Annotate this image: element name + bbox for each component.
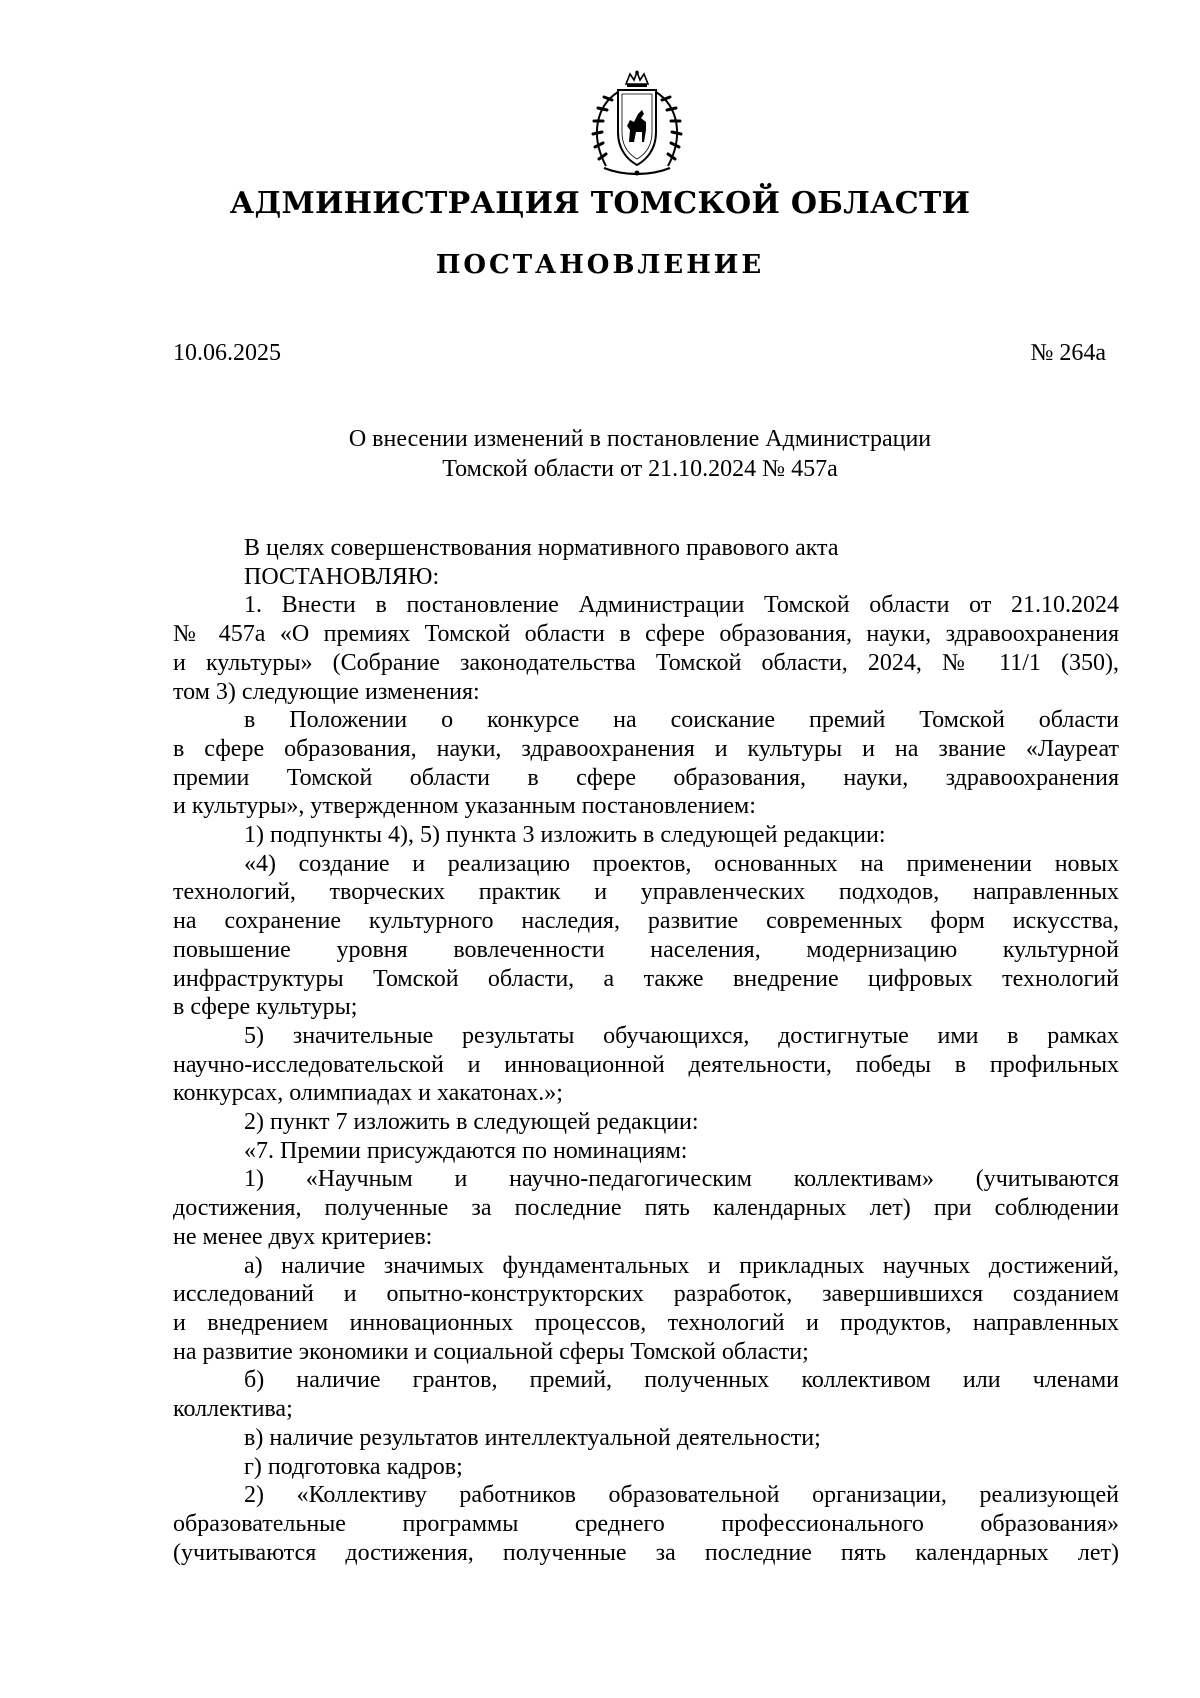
document-subject — [200, 424, 1080, 484]
body-line: в) наличие результатов интеллектуальной деятельности; — [244, 1424, 821, 1451]
body-line: ПОСТАНОВЛЯЮ: — [244, 563, 440, 590]
subject-line: О внесении изменений в постановление Администрации — [348, 426, 932, 452]
document-body — [173, 534, 1119, 1567]
body-line: № 457а «О премиях Томской области в сфере образования, науки, здравоохранения — [173, 621, 1119, 648]
body-line: и культуры» (Собрание законодательства Томской области, 2024, № 11/1 (350), — [173, 649, 1119, 676]
body-line: 1) подпункты 4), 5) пункта 3 изложить в следующей редакции: — [244, 822, 886, 849]
body-line: том 3) следующие изменения: — [173, 678, 480, 705]
body-line: на сохранение культурного наследия, развитие современных форм искусства, — [173, 908, 1119, 935]
body-line: исследований и опытно-конструкторских разработок, завершившихся созданием — [173, 1281, 1119, 1308]
body-line: г) подготовка кадров; — [244, 1453, 463, 1480]
subject-line: Томской области от 21.10.2024 № 457а — [442, 456, 838, 482]
body-line: повышение уровня вовлеченности населения, модернизацию культурной — [173, 936, 1119, 963]
body-line: технологий, творческих практик и управленческих подходов, направленных — [173, 879, 1119, 906]
tomsk-oblast-coat-of-arms-icon — [574, 70, 700, 180]
body-line: конкурсах, олимпиадах и хакатонах.»; — [173, 1080, 563, 1107]
body-line: 1) «Научным и научно-педагогическим коллективам» (учитываются — [244, 1166, 1119, 1193]
body-line: достижения, полученные за последние пять календарных лет) при соблюдении — [173, 1195, 1119, 1222]
body-line: инфраструктуры Томской области, а также внедрение цифровых технологий — [173, 965, 1119, 992]
document-type: ПОСТАНОВЛЕНИЕ — [435, 250, 765, 280]
body-line: «7. Премии присуждаются по номинациям: — [244, 1137, 688, 1164]
document-date: 10.06.2025 — [173, 340, 281, 366]
body-line: б) наличие грантов, премий, полученных коллективом или членами — [244, 1367, 1119, 1394]
body-line: (учитываются достижения, полученные за последние пять календарных лет) — [173, 1539, 1119, 1566]
body-line: В целях совершенствования нормативного правового акта — [244, 535, 839, 561]
body-line: и культуры», утвержденном указанным постановлением: — [173, 793, 756, 820]
body-line: в сфере образования, науки, здравоохранения и культуры и на звание «Лауреат — [173, 735, 1119, 762]
body-line: в сфере культуры; — [173, 994, 358, 1021]
body-line: на развитие экономики и социальной сферы Томской области; — [173, 1338, 809, 1365]
body-line: в Положении о конкурсе на соискание премий Томской области — [244, 707, 1119, 734]
body-line: образовательные программы среднего профессионального образования» — [173, 1510, 1119, 1537]
document-number: № 264а — [1030, 340, 1106, 366]
body-line: 1. Внести в постановление Администрации Томской области от 21.10.2024 — [244, 592, 1119, 619]
body-line: «4) создание и реализацию проектов, основанных на применении новых — [244, 850, 1119, 877]
organization-title: АДМИНИСТРАЦИЯ ТОМСКОЙ ОБЛАСТИ — [229, 186, 971, 221]
body-line: научно-исследовательской и инновационной деятельности, победы в профильных — [173, 1051, 1119, 1078]
body-line: премии Томской области в сфере образования, науки, здравоохранения — [173, 764, 1119, 791]
body-line: коллектива; — [173, 1396, 293, 1423]
body-line: 5) значительные результаты обучающихся, достигнутые ими в рамках — [244, 1022, 1119, 1049]
body-line: а) наличие значимых фундаментальных и прикладных научных достижений, — [244, 1252, 1119, 1279]
body-line: и внедрением инновационных процессов, технологий и продуктов, направленных — [173, 1309, 1119, 1336]
body-line: 2) «Коллективу работников образовательной организации, реализующей — [244, 1482, 1119, 1509]
body-line: не менее двух критериев: — [173, 1223, 433, 1250]
body-line: 2) пункт 7 изложить в следующей редакции: — [244, 1109, 699, 1136]
